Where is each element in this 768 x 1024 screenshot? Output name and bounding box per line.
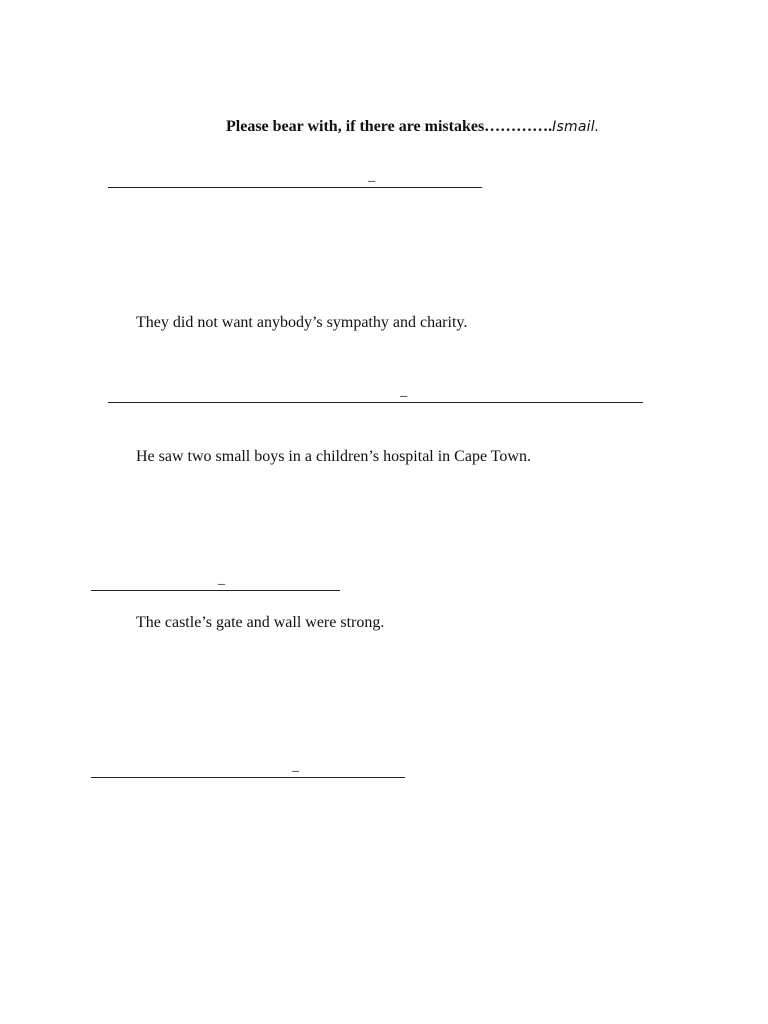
sentence-3: The castle’s gate and wall were strong. bbox=[136, 614, 385, 631]
header-note bbox=[226, 118, 599, 136]
answer-line-4 bbox=[91, 777, 405, 778]
answer-line-3-marker: _ bbox=[218, 572, 225, 587]
sentence-1: They did not want anybody’s sympathy and charity. bbox=[136, 314, 468, 331]
answer-line-4-marker: _ bbox=[292, 759, 299, 774]
signature-name: Ismail. bbox=[552, 119, 600, 135]
answer-line-2-marker: _ bbox=[400, 384, 407, 399]
answer-line-1 bbox=[108, 187, 482, 188]
answer-line-1-marker: _ bbox=[368, 169, 375, 184]
answer-line-2 bbox=[108, 402, 643, 403]
answer-line-3 bbox=[91, 590, 340, 591]
header-text: Please bear with, if there are mistakes…………. bbox=[226, 118, 553, 135]
sentence-2: He saw two small boys in a children’s hospital in Cape Town. bbox=[136, 448, 531, 465]
